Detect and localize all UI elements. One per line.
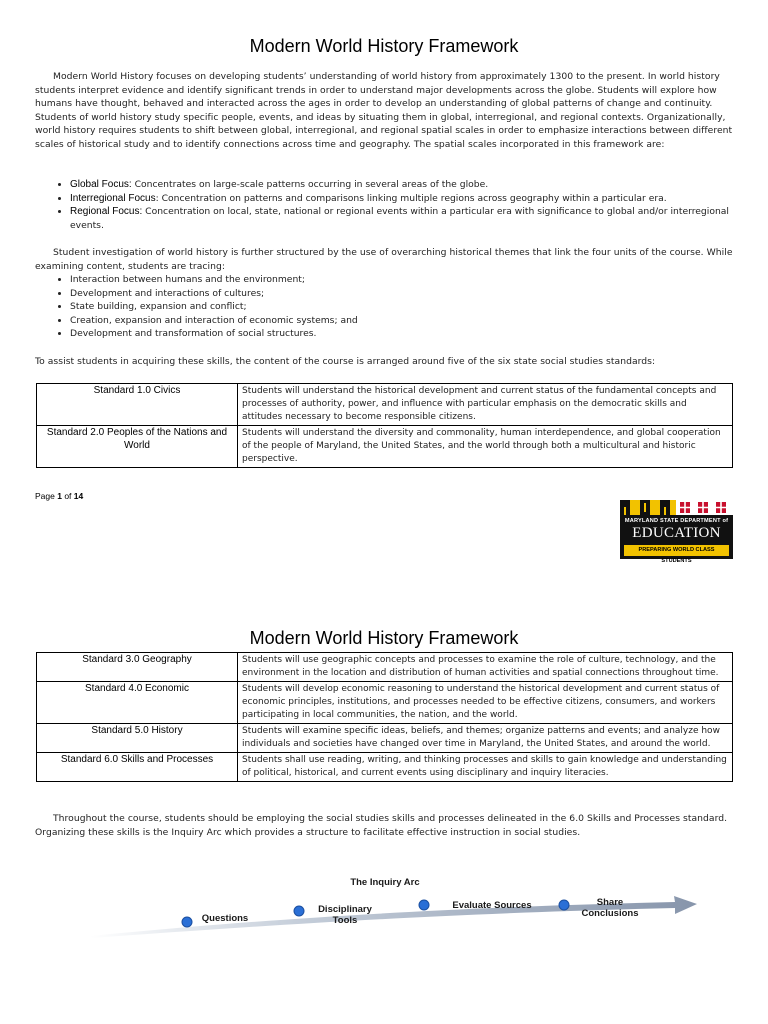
standard-name: Standard 3.0 Geography xyxy=(37,653,238,682)
standard-name: Standard 4.0 Economic xyxy=(37,682,238,724)
list-item: • Interregional Focus: Concentration on patterns and comparisons linking multiple regions across geography within a particular era. xyxy=(70,192,760,206)
standard-name: Standard 6.0 Skills and Processes xyxy=(37,753,238,782)
table-row xyxy=(37,682,733,724)
standard-description: Students will use geographic concepts and processes to examine the role of culture, technology, and the environment in the location and distribution of human activities and spatial connections throughout time. xyxy=(238,653,733,682)
investigation-paragraph: Student investigation of world history is further structured by the use of overarching historical themes that link the four units of the course. While examining content, students are tracing: xyxy=(35,247,733,272)
list-item: • Development and interactions of cultures; xyxy=(70,287,760,301)
table-row xyxy=(37,724,733,753)
table-row xyxy=(37,426,733,468)
standard-name: Standard 2.0 Peoples of the Nations and World xyxy=(37,426,238,468)
table-row xyxy=(37,384,733,426)
standards-table xyxy=(36,652,733,782)
standard-name: Standard 1.0 Civics xyxy=(37,384,238,426)
list-item: • State building, expansion and conflict; xyxy=(70,300,760,314)
logo-line-1: MARYLAND STATE DEPARTMENT of xyxy=(624,518,729,524)
spatial-scales-list xyxy=(50,178,760,232)
list-item: • Creation, expansion and interaction of economic systems; and xyxy=(70,314,760,328)
maryland-flag-icon xyxy=(620,500,733,515)
list-item: • Regional Focus: Concentration on local, state, national or regional events within a particular era with significance to global and/or interregional events. xyxy=(70,205,760,232)
table-row xyxy=(37,753,733,782)
standard-description: Students shall use reading, writing, and thinking processes and skills to gain knowledge and understanding of political, historical, and current events using disciplinary and inquiry literacies. xyxy=(238,753,733,782)
msde-logo xyxy=(620,500,733,564)
throughout-paragraph: Throughout the course, students should be employing the social studies skills and processes delineated in the 6.0 Skills and Processes standard. Organizing these skills is the Inquiry Arc which provides a structure to facilitate effective instruction in social studies. xyxy=(35,813,728,838)
arc-step-sources: Evaluate Sources xyxy=(452,900,532,911)
sources-dot-icon xyxy=(419,900,429,910)
inquiry-arc-diagram xyxy=(85,870,705,950)
arc-step-questions: Questions xyxy=(201,913,249,924)
standard-description: Students will understand the historical development and current status of the fundamental concepts and processes of authority, power, and influence with particular emphasis on the democratic skills and attitudes necessary to become responsible citizens. xyxy=(238,384,733,426)
list-item: • Interaction between humans and the environment; xyxy=(70,273,760,287)
intro-paragraph: Modern World History focuses on developing students’ understanding of world history from approximately 1300 to the present. In world history students interpret evidence and identify significant trends in order to understand major developments across the globe. Students will explore how humans have thought, behaved and interacted across the ages in order to develop an understanding of global patterns of change and continuity. Students of world history study specific people, events, and ideas by situating them in global, interregional, and regional contexts. Organizationally, world history requires students to shift between global, interregional, and regional spatial scales in order to emphasize interactions between different scales of historical study and to identify connections across time and geography. The spatial scales incorporated in this framework are: xyxy=(35,71,733,150)
standard-description: Students will understand the diversity and commonality, human interdependence, and global cooperation of the people of Maryland, the United States, and the world through both a multicultural and historic perspective. xyxy=(238,426,733,468)
assist-paragraph: To assist students in acquiring these skills, the content of the course is arranged around five of the six state social studies standards: xyxy=(35,356,656,367)
arc-step-conclusions: Share Conclusions xyxy=(581,897,639,919)
standard-description: Students will develop economic reasoning to understand the historical development and current status of economic principles, institutions, and processes needed to be effective citizens, consumers, and workers participating in local communities, the nation, and the world. xyxy=(238,682,733,724)
standard-name: Standard 5.0 History xyxy=(37,724,238,753)
page-title: Modern World History Framework xyxy=(249,628,519,648)
arc-step-tools: Disciplinary Tools xyxy=(318,904,372,926)
page-2 xyxy=(0,590,768,1024)
page-number: Page 1 of 14 xyxy=(35,491,84,501)
table-row xyxy=(37,653,733,682)
standard-description: Students will examine specific ideas, beliefs, and themes; organize patterns and events; and analyze how individuals and societies have changed over time in Maryland, the United States, and around the world. xyxy=(238,724,733,753)
logo-line-2: EDUCATION xyxy=(632,525,721,541)
standards-table xyxy=(36,383,733,468)
page-title: Modern World History Framework xyxy=(249,36,519,56)
inquiry-arc-title: The Inquiry Arc xyxy=(350,877,420,888)
logo-line-3: PREPARING WORLD CLASS STUDENTS xyxy=(624,545,729,556)
list-item: • Development and transformation of social structures. xyxy=(70,327,760,341)
list-item: • Global Focus: Concentrates on large-scale patterns occurring in several areas of the globe. xyxy=(70,178,760,192)
themes-list xyxy=(50,273,760,341)
